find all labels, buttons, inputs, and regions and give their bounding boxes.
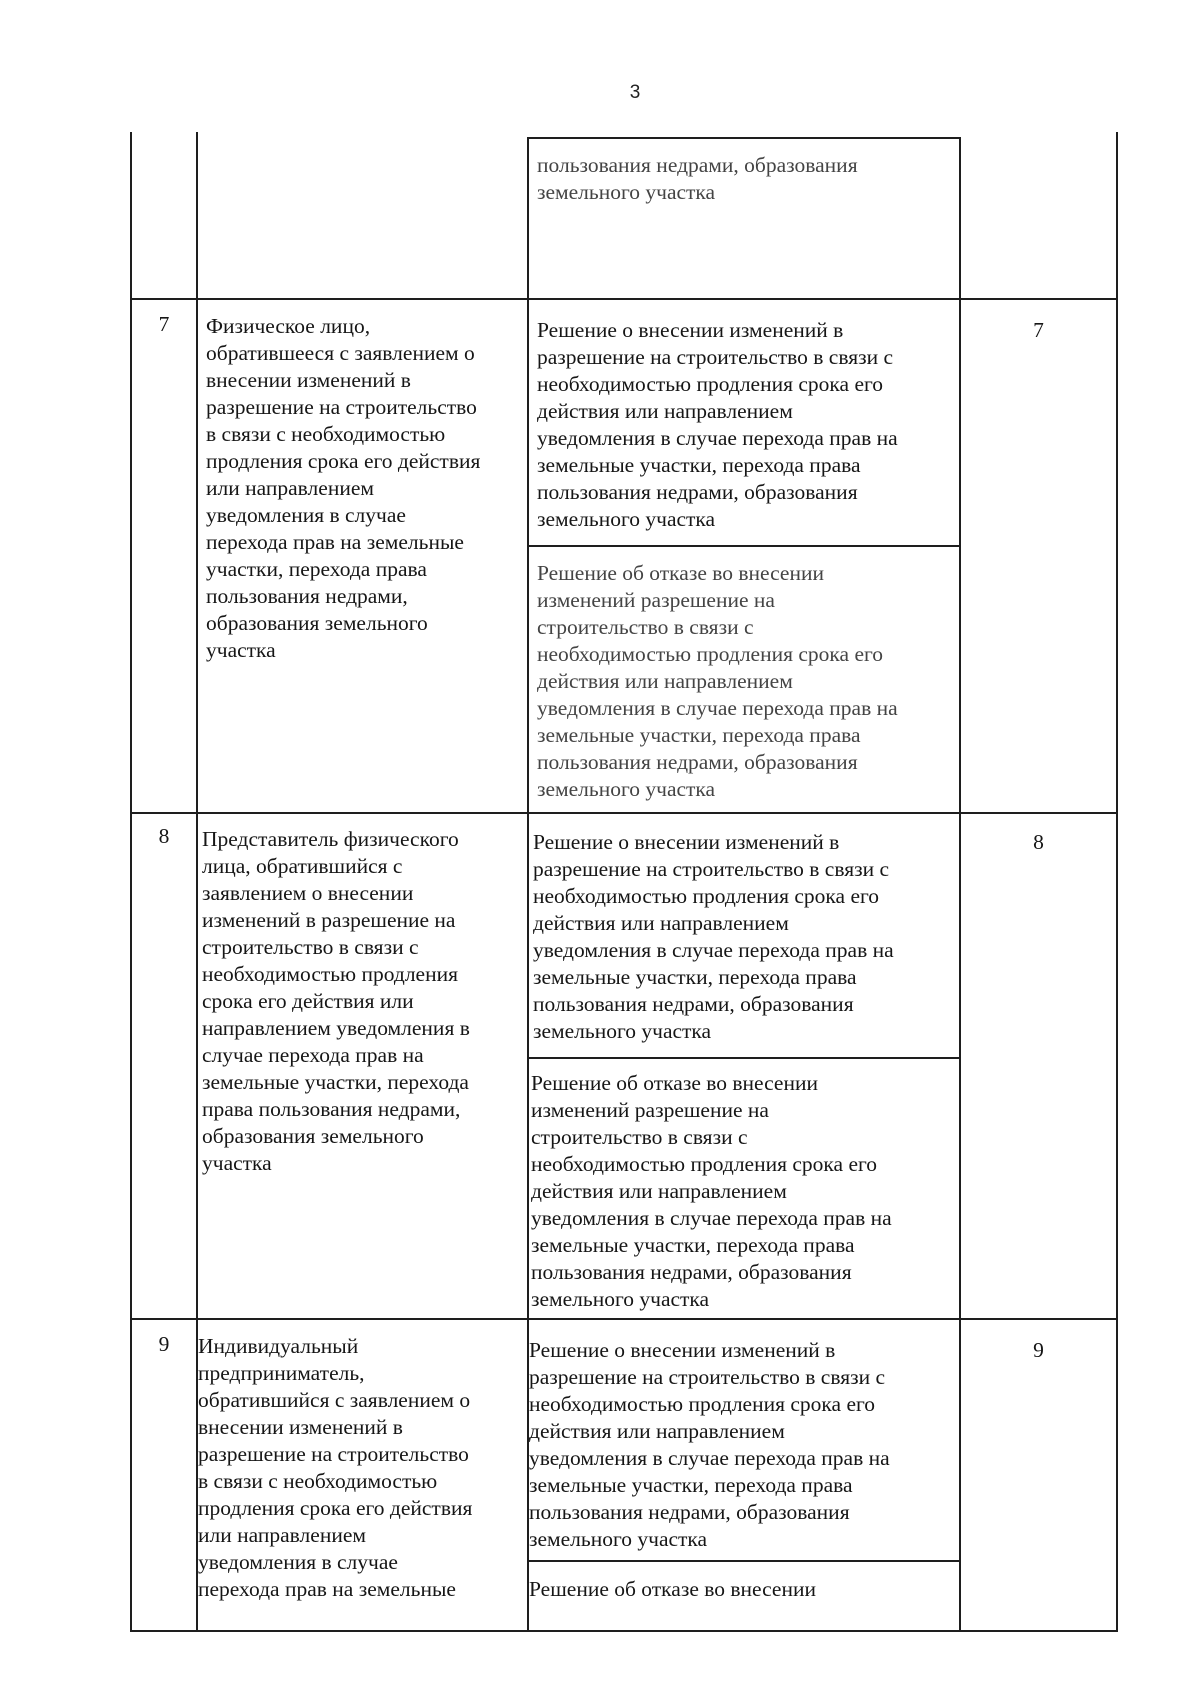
table-border-right — [1116, 132, 1118, 1632]
continuation-cell-text: пользования недрами, образования земельного участка — [537, 153, 858, 204]
result-refusal: Решение об отказе во внесении изменений разрешение на строительство в связи с необходимостью продления срока его действия или направлением уведомления в случае перехода прав на земельные участки, перехода права пользования недрами, образования земельного участка — [537, 561, 898, 801]
result-code: 9 — [1033, 1338, 1044, 1362]
result-approval: Решение о внесении изменений в разрешение на строительство в связи с необходимостью продления срока его действия или направлением уведомления в случае перехода прав на земельные участки, перехода права пользования недрами, образования земельного участка — [533, 830, 894, 1043]
row-separator-9 — [130, 1318, 1118, 1320]
row-9-result-separator — [527, 1560, 961, 1562]
result-approval: Решение о внесении изменений в разрешение на строительство в связи с необходимостью продления срока его действия или направлением уведомления в случае перехода прав на земельные участки, перехода права пользования недрами, образования земельного участка — [537, 318, 898, 531]
row-number: 7 — [158, 312, 170, 336]
row-number: 9 — [158, 1332, 170, 1356]
result-approval: Решение о внесении изменений в разрешение на строительство в связи с необходимостью продления срока его действия или направлением уведомления в случае перехода прав на земельные участки, перехода права пользования недрами, образования земельного участка — [529, 1338, 890, 1551]
applicant-description: Представитель физического лица, обратившийся с заявлением о внесении изменений в разрешение на строительство в связи с необходимостью продления срока его действия или направлением уведомления в случае перехода прав на земельные участки, перехода права пользования недрами, образования земельного участка — [202, 827, 470, 1175]
row-7-result-separator — [527, 545, 961, 547]
applicant-description: Физическое лицо, обратившееся с заявлением о внесении изменений в разрешение на строительство в связи с необходимостью продления срока его действия или направлением уведомления в случае перехода прав на земельные участки, перехода права пользования недрами, образования земельного участка — [206, 314, 481, 662]
column-divider-3 — [959, 138, 961, 1632]
continuation-top-border — [527, 137, 961, 139]
applicant-description: Индивидуальный предприниматель, обратившийся с заявлением о внесении изменений в разрешение на строительство в связи с необходимостью продления срока его действия или направлением уведомления в случае перехода прав на земельные — [198, 1334, 473, 1601]
row-8-result-separator — [527, 1057, 961, 1059]
result-refusal: Решение об отказе во внесении — [529, 1577, 816, 1601]
row-number: 8 — [158, 824, 170, 848]
result-refusal: Решение об отказе во внесении изменений разрешение на строительство в связи с необходимостью продления срока его действия или направлением уведомления в случае перехода прав на земельные участки, перехода права пользования недрами, образования земельного участка — [531, 1071, 892, 1311]
result-code: 8 — [1033, 830, 1044, 854]
table-border-left — [130, 132, 132, 1632]
page-number: 3 — [629, 82, 641, 103]
row-separator-8 — [130, 812, 1118, 814]
result-code: 7 — [1033, 318, 1044, 342]
row-separator-7 — [130, 298, 1118, 300]
table-border-bottom — [130, 1630, 1118, 1632]
